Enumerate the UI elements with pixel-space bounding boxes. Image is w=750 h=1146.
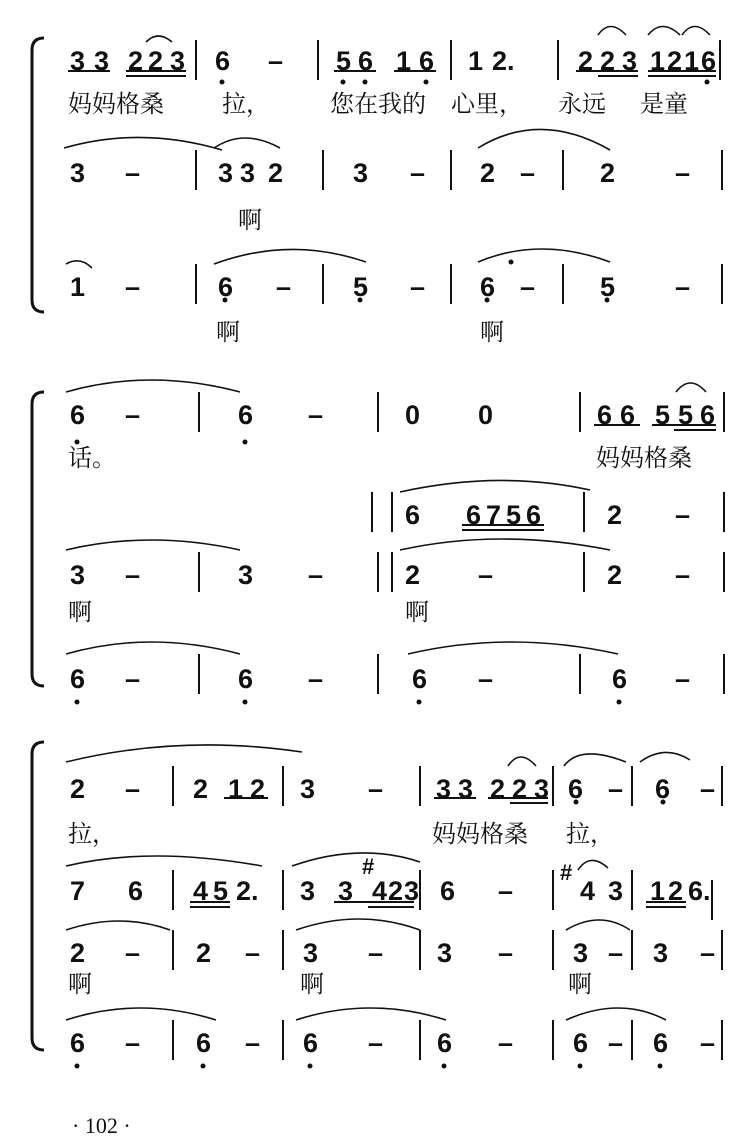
system-2-staff4-note: –: [478, 664, 494, 694]
system-2-staff4-note: –: [675, 664, 691, 694]
system-2-staff3-note: –: [675, 560, 691, 590]
system-3-staff1-note: 3: [436, 774, 452, 804]
system-3-staff2-note: 4: [580, 876, 596, 906]
system-2-staff2-note: 7: [486, 500, 502, 530]
system-1-staff1-note: 2: [578, 46, 594, 76]
system-2-staff2-note: –: [675, 500, 691, 530]
system-3-staff3-note: –: [245, 938, 261, 968]
system-3-staff3-note: 2: [70, 938, 86, 968]
system-1-lyrics-lyric: 是童: [640, 90, 688, 118]
system-3-staff3-note: –: [125, 938, 141, 968]
svg-text:#: #: [560, 860, 573, 885]
system-2-barlines: [199, 392, 724, 694]
system-2-staff2-note: 6: [405, 500, 421, 530]
system-3-staff2-note: 7: [70, 876, 86, 906]
system-3-staff2-note: 5: [213, 876, 229, 906]
system-2-staff3_lyrics-lyric: 啊: [405, 598, 429, 626]
system-3-staff2-note: 3: [404, 876, 420, 906]
system-1-staff3-note: 5: [353, 272, 369, 302]
system-3-lyrics-lyric: 妈妈格桑: [432, 820, 528, 848]
system-3-brace: [32, 742, 44, 1050]
system-1-staff1-note: 3: [70, 46, 86, 76]
system-1-staff1-note: 6: [701, 46, 717, 76]
system-1-staff1-note: 2: [667, 46, 683, 76]
system-3-staff3_lyrics-lyric: 啊: [68, 970, 92, 998]
system-2-lyrics-lyric: 妈妈格桑: [596, 444, 692, 472]
system-3-staff2-note: 4: [372, 876, 388, 906]
system-1-staff3_lyrics-lyric: 啊: [480, 318, 504, 346]
system-3-staff2-note: 3: [300, 876, 316, 906]
system-3-staff3-note: –: [368, 938, 384, 968]
system-3-staff3_lyrics-lyric: 啊: [300, 970, 324, 998]
system-2-staff3-note: 3: [238, 560, 254, 590]
system-3-lyrics-lyric: 拉，: [566, 820, 614, 848]
system-1-staff2-note: 3: [240, 158, 256, 188]
system-1-lyrics-lyric: 妈妈格桑: [68, 90, 164, 118]
svg-text:#: #: [362, 854, 375, 879]
system-3-staff1-note: 2: [193, 774, 209, 804]
system-3-staff2-note: 3: [338, 876, 354, 906]
system-3-staff4-note: –: [608, 1028, 624, 1058]
system-2-staff2-note: 6: [526, 500, 542, 530]
system-1-staff3-note: 6: [218, 272, 234, 302]
system-1-staff1-note: 1: [650, 46, 666, 76]
system-3-staff1-note: 6: [568, 774, 584, 804]
system-1-staff2-note: –: [520, 158, 536, 188]
system-2-staff3_lyrics-lyric: 啊: [68, 598, 92, 626]
system-2-brace: [32, 392, 44, 686]
system-1-staff1-note: 1: [468, 46, 484, 76]
system-2-staff1-note: 5: [678, 400, 694, 430]
system-3-staff2-note: 6.: [688, 876, 711, 906]
system-1-staff2-note: –: [410, 158, 426, 188]
system-2-staff2-note: 2: [607, 500, 623, 530]
system-1-staff1-note: –: [268, 46, 284, 76]
system-1-staff3-note: –: [520, 272, 536, 302]
system-3-staff4-note: 6: [196, 1028, 212, 1058]
system-1-staff1-note: 3: [170, 46, 186, 76]
system-3-staff1-note: 3: [458, 774, 474, 804]
system-2-staff1-note: 6: [700, 400, 716, 430]
system-2-staff1-note: 5: [655, 400, 671, 430]
system-2-staff1-note: 6: [620, 400, 636, 430]
system-3-staff1-note: 2: [70, 774, 86, 804]
system-1-staff2-note: 2: [268, 158, 284, 188]
system-3-staff3-note: –: [498, 938, 514, 968]
system-2-staff3-note: 2: [405, 560, 421, 590]
system-2-staff3-note: –: [125, 560, 141, 590]
system-3-staff4-note: 6: [653, 1028, 669, 1058]
system-1-lyrics-lyric: 您在我的: [330, 90, 426, 118]
system-3-staff1-note: 6: [655, 774, 671, 804]
system-3-staff3-note: 2: [196, 938, 212, 968]
system-1-staff3-note: 5: [600, 272, 616, 302]
system-2-staff3-note: –: [478, 560, 494, 590]
system-2-staff3-note: 3: [70, 560, 86, 590]
system-3-staff2-note: 2: [388, 876, 404, 906]
system-1-staff2-note: 3: [70, 158, 86, 188]
system-3-lyrics-lyric: 拉，: [68, 820, 116, 848]
system-1-staff1-note: 6: [419, 46, 435, 76]
system-1-staff1-note: 3: [622, 46, 638, 76]
system-2-staff1-note: 6: [597, 400, 613, 430]
system-2-staff2-note: 5: [506, 500, 522, 530]
system-1-staff3-note: –: [675, 272, 691, 302]
system-2-staff1-note: 0: [405, 400, 421, 430]
system-3-staff4-note: –: [368, 1028, 384, 1058]
system-3-staff1-note: –: [700, 774, 716, 804]
system-3-staff1-note: –: [608, 774, 624, 804]
system-3-staff3-note: 3: [303, 938, 319, 968]
system-2-staff1-note: 6: [238, 400, 254, 430]
page-number: · 102 ·: [72, 1113, 131, 1138]
system-3-staff1-note: –: [368, 774, 384, 804]
system-3-staff1-note: 1: [228, 774, 244, 804]
system-1-staff2-note: 3: [353, 158, 369, 188]
system-1-staff2-note: –: [675, 158, 691, 188]
system-3-staff3-note: 3: [437, 938, 453, 968]
system-2-staff4-note: –: [308, 664, 324, 694]
system-3-staff4-note: 6: [573, 1028, 589, 1058]
system-2-staff1-note: 6: [70, 400, 86, 430]
system-2-staff1-note: –: [308, 400, 324, 430]
system-3-staff4-note: 6: [303, 1028, 319, 1058]
system-3-staff4-note: –: [125, 1028, 141, 1058]
system-1-staff2-note: –: [125, 158, 141, 188]
system-3-staff2-note: 6: [440, 876, 456, 906]
system-1-staff1-note: 2.: [492, 46, 515, 76]
system-3-staff4-note: –: [245, 1028, 261, 1058]
system-1-lyrics-lyric: 心里，: [451, 90, 523, 118]
system-1-staff3-note: –: [276, 272, 292, 302]
system-3-staff4-note: 6: [70, 1028, 86, 1058]
system-3-staff1-note: 2: [512, 774, 528, 804]
system-1-brace: [32, 38, 44, 312]
system-2-staff4-note: –: [125, 664, 141, 694]
system-3-staff4-note: –: [700, 1028, 716, 1058]
system-1-staff1-note: 1: [396, 46, 412, 76]
system-1-staff1-note: 3: [94, 46, 110, 76]
system-3-staff4-note: –: [498, 1028, 514, 1058]
system-3-staff2-note: 2.: [236, 876, 259, 906]
system-2-staff4-note: 6: [412, 664, 428, 694]
system-1-staff1-note: 2: [128, 46, 144, 76]
system-2-staff4-note: 6: [70, 664, 86, 694]
system-3-staff2-note: –: [498, 876, 514, 906]
system-3-barlines: [173, 766, 722, 1060]
system-2-staff3-note: –: [308, 560, 324, 590]
system-1-lyrics-lyric: 永远: [558, 90, 606, 118]
system-2-marks: [66, 380, 716, 705]
system-1-lyrics-lyric: 拉，: [222, 90, 270, 118]
system-2-staff4-note: 6: [238, 664, 254, 694]
system-3-staff3-note: –: [700, 938, 716, 968]
system-3-staff1-note: 2: [250, 774, 266, 804]
system-1-staff2_lyrics-lyric: 啊: [238, 206, 262, 234]
system-3-staff1-note: –: [125, 774, 141, 804]
system-1-staff2-note: 3: [218, 158, 234, 188]
system-3-staff2-note: 4: [193, 876, 209, 906]
system-3-staff2-note: 1: [650, 876, 666, 906]
system-3-staff1-note: 3: [534, 774, 550, 804]
system-1-staff3-note: –: [125, 272, 141, 302]
system-1-staff1-note: 2: [600, 46, 616, 76]
system-3-staff1-note: 3: [300, 774, 316, 804]
system-1-staff3-note: –: [410, 272, 426, 302]
system-1-staff1-note: 6: [215, 46, 231, 76]
system-2-staff4-note: 6: [612, 664, 628, 694]
system-3-staff4-note: 6: [437, 1028, 453, 1058]
system-1-staff1-note: 2: [148, 46, 164, 76]
system-3-staff2-note: 6: [128, 876, 144, 906]
system-1-staff3-note: 1: [70, 272, 86, 302]
system-2-staff1-note: –: [125, 400, 141, 430]
system-3-staff3-note: 3: [573, 938, 589, 968]
system-3-staff3-note: 3: [653, 938, 669, 968]
system-2-lyrics-lyric: 话。: [68, 444, 116, 472]
system-1-staff3_lyrics-lyric: 啊: [216, 318, 240, 346]
system-2-staff1-note: 0: [478, 400, 494, 430]
system-1-staff3-note: 6: [480, 272, 496, 302]
system-3-staff3_lyrics-lyric: 啊: [568, 970, 592, 998]
system-3-staff2-note: 3: [608, 876, 624, 906]
system-3-staff2-note: 2: [668, 876, 684, 906]
system-1-staff1-note: 1: [684, 46, 700, 76]
system-1-staff1-note: 6: [358, 46, 374, 76]
system-3-staff1-note: 2: [490, 774, 506, 804]
system-1-staff1-note: 5: [336, 46, 352, 76]
system-3-staff3-note: –: [608, 938, 624, 968]
system-1-staff2-note: 2: [600, 158, 616, 188]
system-2-staff2-note: 6: [466, 500, 482, 530]
system-2-staff3-note: 2: [607, 560, 623, 590]
system-1-staff2-note: 2: [480, 158, 496, 188]
